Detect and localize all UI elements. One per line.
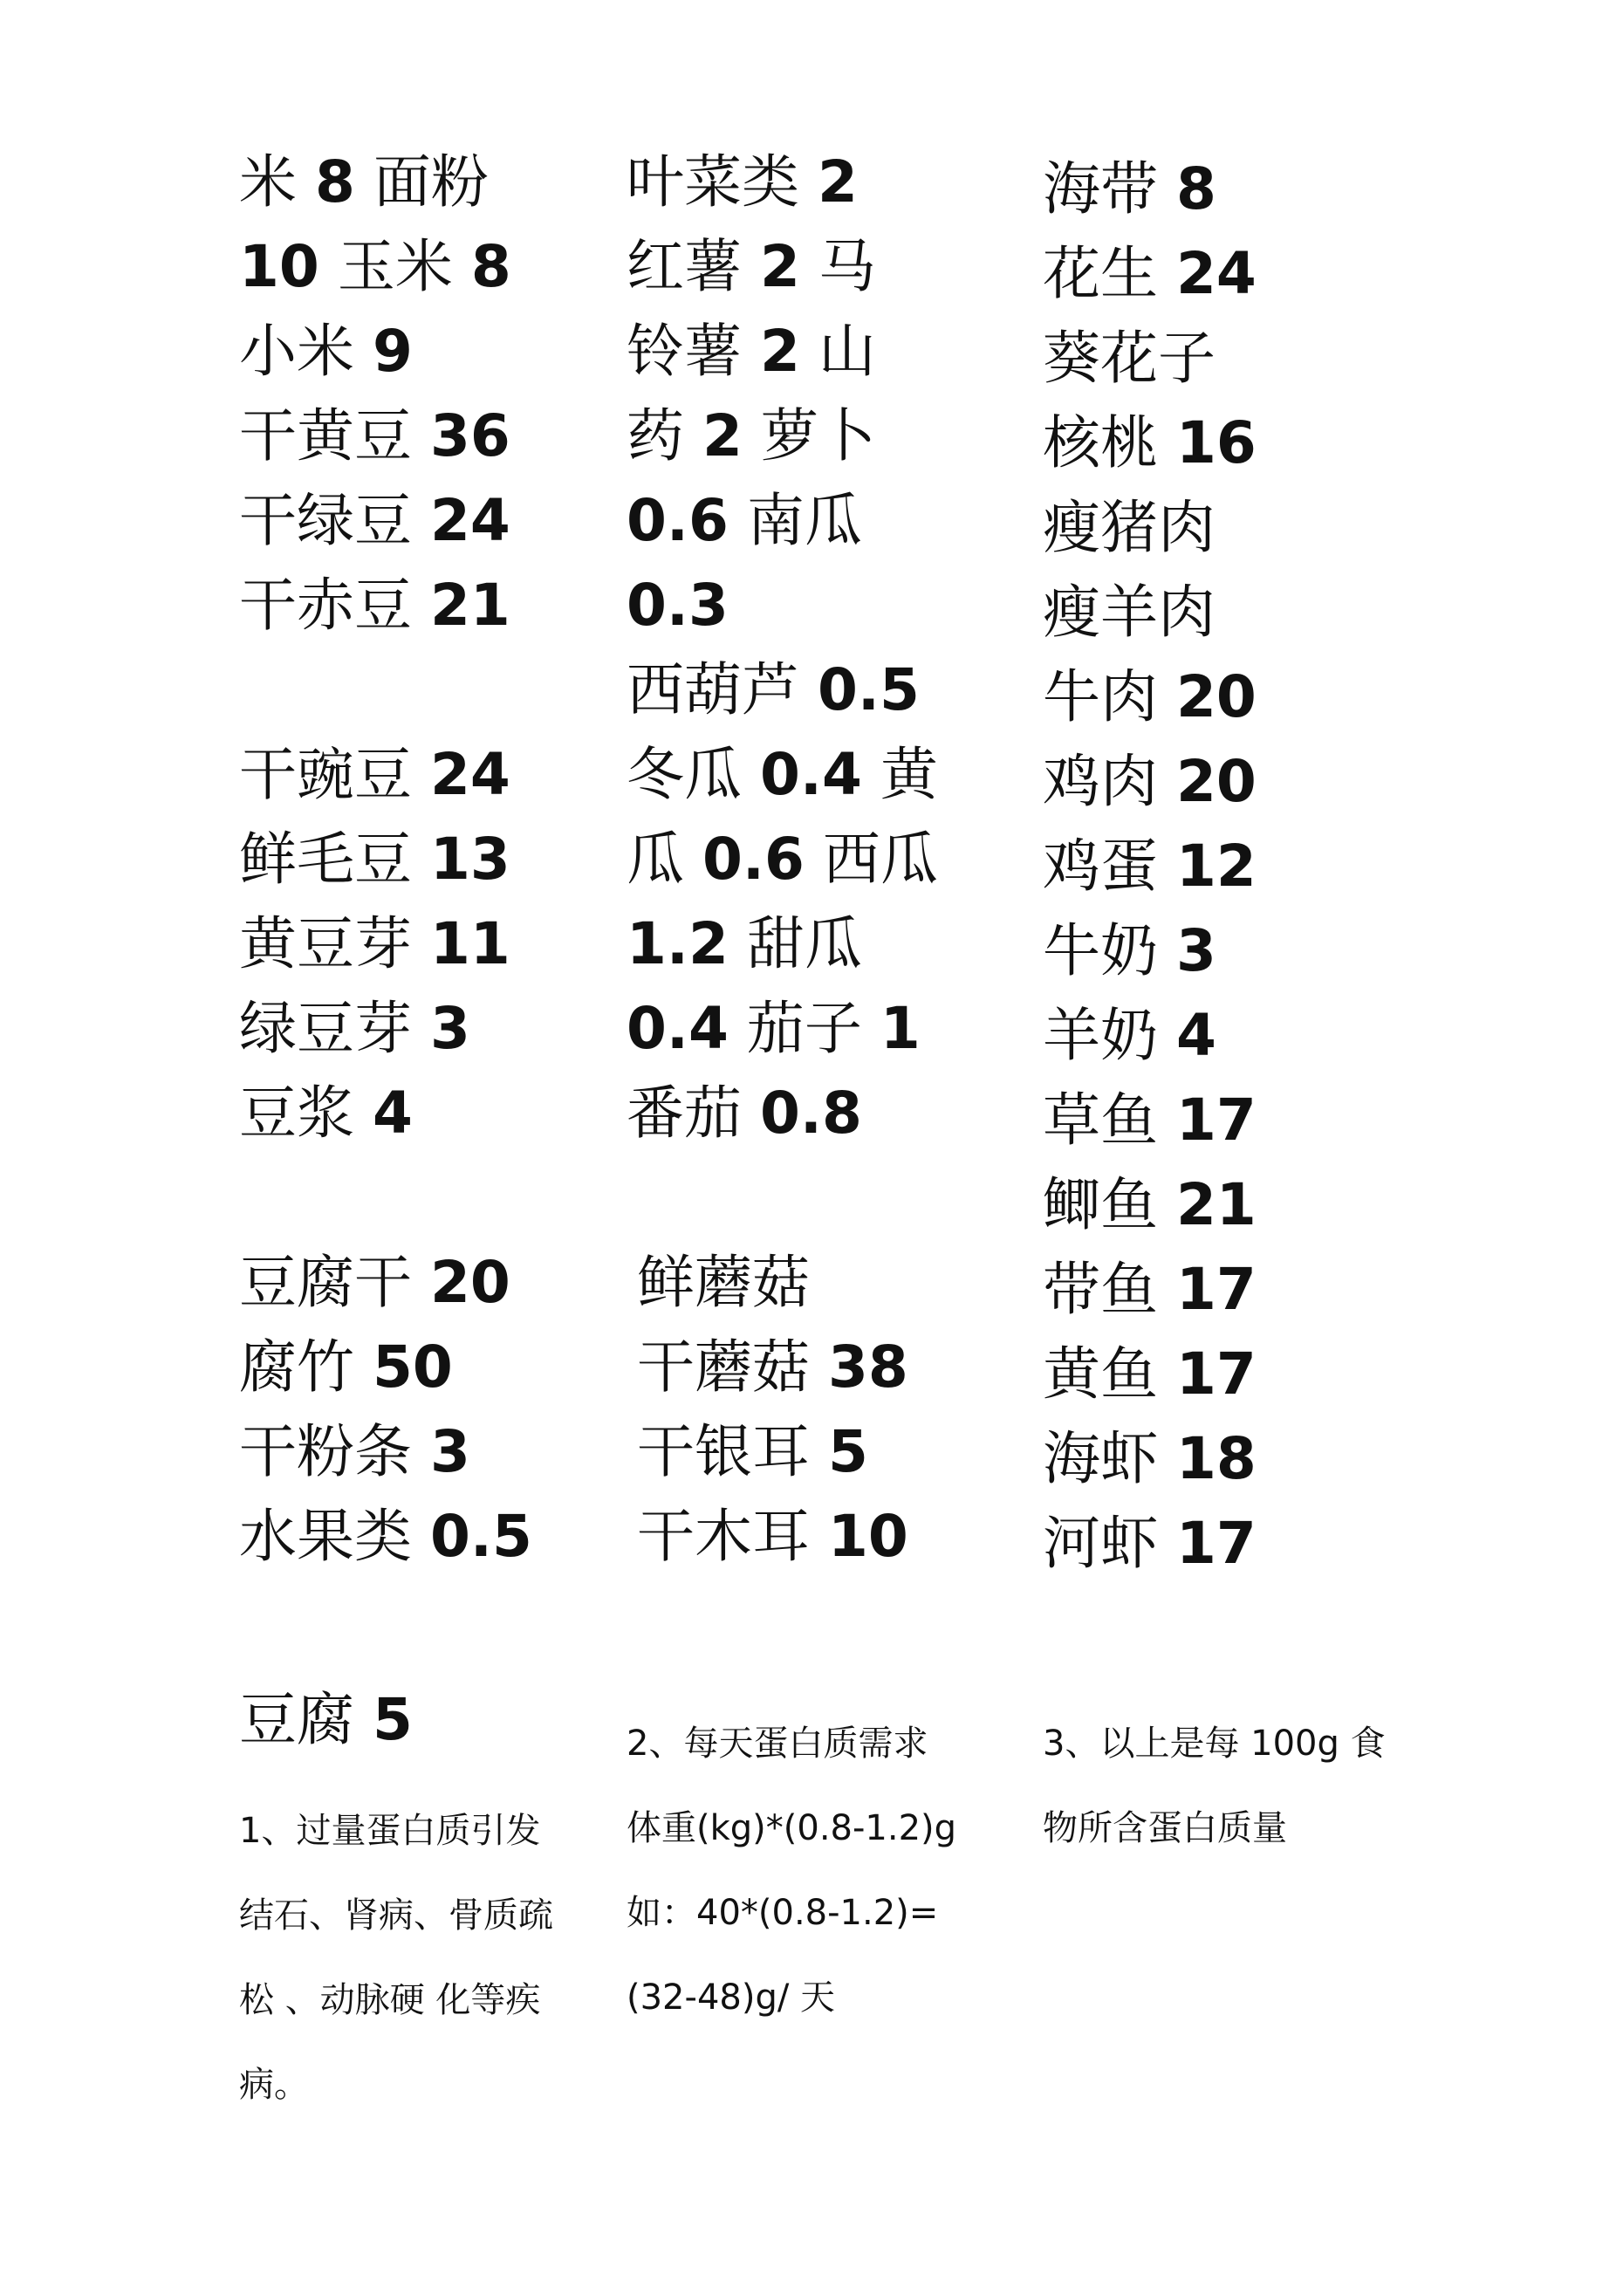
food-line: 0.4 茄子 1 xyxy=(627,995,921,1062)
food-line: 西葫芦 0.5 xyxy=(627,656,920,723)
spacer xyxy=(239,1155,606,1240)
food-line: 牛肉 20 xyxy=(1043,663,1257,730)
note-line: 2、每天蛋白质需求 xyxy=(627,1724,928,1764)
column-grains-beans xyxy=(239,140,606,1579)
food-line: 带鱼 17 xyxy=(1043,1256,1257,1323)
column-vegetables xyxy=(627,140,993,1579)
spacer xyxy=(239,648,606,732)
note-line: 松 、动脉硬 化等疾 xyxy=(239,1980,541,2020)
food-line: 铃薯 2 山 xyxy=(627,318,876,385)
food-line: 干黄豆 36 xyxy=(239,402,510,469)
note-line: 3、以上是每 100g 食 xyxy=(1043,1724,1386,1764)
food-line: 海带 8 xyxy=(1043,155,1216,223)
food-line: 豆浆 4 xyxy=(239,1079,413,1147)
food-line: 10 玉米 8 xyxy=(239,233,511,300)
food-line: 0.6 南瓜 xyxy=(627,487,862,554)
food-line: 干银耳 5 xyxy=(637,1418,868,1485)
food-line: 葵花子 xyxy=(1043,325,1216,392)
food-line: 干粉条 3 xyxy=(239,1418,470,1485)
food-line: 米 8 面粉 xyxy=(239,148,489,216)
note-line: 病。 xyxy=(239,2065,309,2105)
food-line: 干木耳 10 xyxy=(637,1503,908,1570)
food-line: 干豌豆 24 xyxy=(239,741,510,808)
food-line: 叶菜类 2 xyxy=(627,148,858,216)
spacer xyxy=(627,1155,993,1240)
food-line: 花生 24 xyxy=(1043,240,1257,307)
note-daily-requirement xyxy=(627,1702,956,2040)
food-line: 鸡肉 20 xyxy=(1043,748,1257,815)
food-line: 黄鱼 17 xyxy=(1043,1340,1257,1408)
food-line: 番茄 0.8 xyxy=(627,1079,862,1147)
food-line: 瘦羊肉 xyxy=(1043,579,1216,646)
food-line: 海虾 18 xyxy=(1043,1425,1257,1492)
note-unit-explanation xyxy=(1043,1702,1386,1871)
food-line: 腐竹 50 xyxy=(239,1333,453,1401)
food-line: 干蘑菇 38 xyxy=(637,1333,908,1401)
column-nuts-meats-fish xyxy=(1043,147,1409,1586)
food-line: 豆腐干 20 xyxy=(239,1249,510,1316)
food-line: 0.3 xyxy=(627,572,729,639)
food-line: 鲜蘑菇 xyxy=(637,1249,810,1316)
food-line: 瓜 0.6 西瓜 xyxy=(627,826,938,893)
note-line: 如：40*(0.8-1.2)= xyxy=(627,1893,939,1933)
food-line: 核桃 16 xyxy=(1043,409,1257,476)
note-health-risks xyxy=(239,1789,553,2128)
food-line: 红薯 2 马 xyxy=(627,233,876,300)
food-line: 干绿豆 24 xyxy=(239,487,510,554)
note-line: (32-48)g/ 天 xyxy=(627,1977,836,2018)
food-line: 瘦猪肉 xyxy=(1043,494,1216,561)
note-line: 物所含蛋白质量 xyxy=(1043,1808,1287,1848)
note-line: 体重(kg)*(0.8-1.2)g xyxy=(627,1808,957,1848)
food-line: 羊奶 4 xyxy=(1043,1002,1216,1069)
food-line: 牛奶 3 xyxy=(1043,917,1216,984)
food-line: 鲫鱼 21 xyxy=(1043,1171,1257,1238)
food-line: 药 2 萝卜 xyxy=(627,402,876,469)
food-line: 1.2 甜瓜 xyxy=(627,910,862,977)
note-line: 1、过量蛋白质引发 xyxy=(239,1811,541,1851)
food-line-tofu: 豆腐 5 xyxy=(239,1686,413,1753)
food-line: 鸡蛋 12 xyxy=(1043,833,1257,900)
food-line: 绿豆芽 3 xyxy=(239,995,470,1062)
food-line: 冬瓜 0.4 黄 xyxy=(627,741,938,808)
food-line: 黄豆芽 11 xyxy=(239,910,510,977)
food-line: 河虾 17 xyxy=(1043,1510,1257,1577)
food-line: 水果类 0.5 xyxy=(239,1503,532,1570)
food-line: 干赤豆 21 xyxy=(239,572,510,639)
note-line: 结石、肾病、骨质疏 xyxy=(239,1895,553,1936)
food-line: 小米 9 xyxy=(239,318,413,385)
food-line: 草鱼 17 xyxy=(1043,1086,1257,1154)
food-line: 鲜毛豆 13 xyxy=(239,826,510,893)
